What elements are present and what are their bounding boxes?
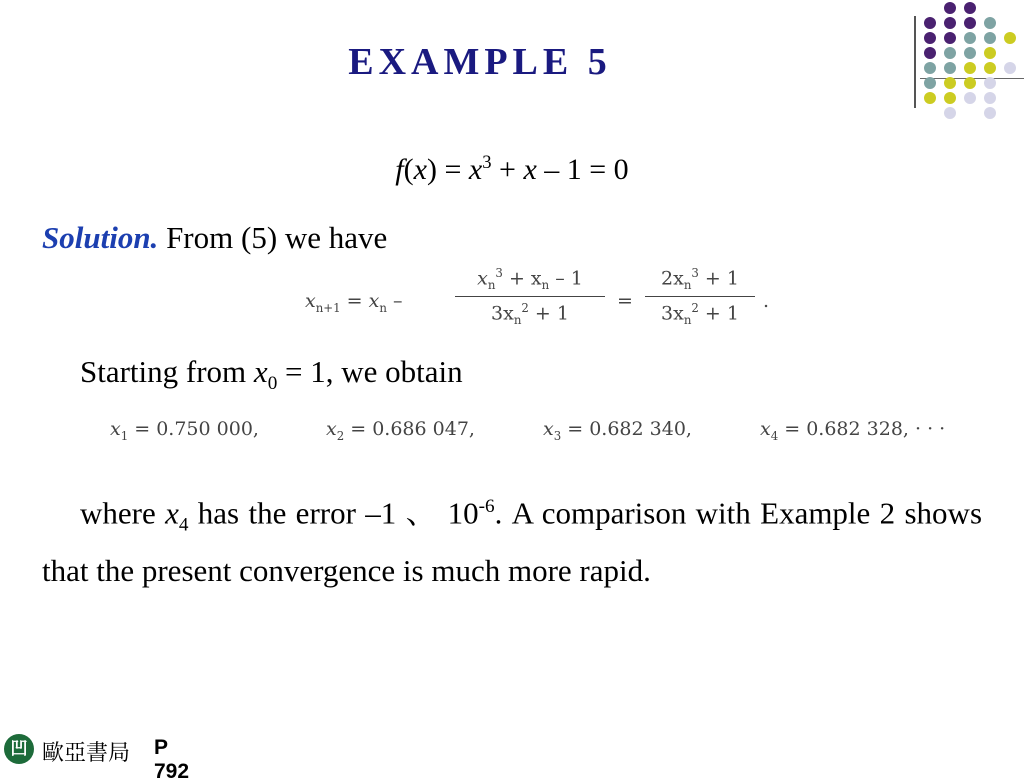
para-sub: 4 bbox=[178, 514, 189, 536]
para-var: x bbox=[165, 495, 179, 531]
publisher-name: 歐亞書局 bbox=[42, 741, 131, 766]
decor-dot bbox=[964, 47, 976, 59]
decor-dot bbox=[964, 62, 976, 74]
eq-exp: 3 bbox=[482, 152, 492, 173]
decor-dot bbox=[1004, 32, 1016, 44]
para-dot: 、 bbox=[405, 495, 439, 531]
eq-lhs-tail: ) = bbox=[426, 153, 469, 186]
page-number: P 792 bbox=[154, 736, 190, 783]
fraction-1-denominator bbox=[455, 301, 605, 327]
iterate-x2 bbox=[326, 418, 475, 443]
starting-sub: 0 bbox=[267, 373, 278, 395]
f2n-pow: 3 bbox=[691, 266, 699, 280]
fraction-2-denominator bbox=[645, 301, 755, 327]
iter-minus: – bbox=[386, 290, 403, 312]
solution-label: Solution. bbox=[42, 220, 159, 255]
fraction-2-bar bbox=[645, 296, 755, 297]
eq-rest: – 1 = 0 bbox=[536, 153, 629, 186]
decor-dot bbox=[964, 92, 976, 104]
decor-dot bbox=[984, 62, 996, 74]
x3-var: x bbox=[543, 418, 554, 440]
decor-dot bbox=[964, 77, 976, 89]
x1-value: = 0.750 000, bbox=[128, 418, 259, 440]
eq-plus: + bbox=[491, 153, 524, 186]
f2d-pow: 2 bbox=[691, 301, 699, 316]
f1n-rest: + x bbox=[502, 267, 542, 290]
iter-lhs-var: x bbox=[305, 290, 316, 312]
decor-dot bbox=[984, 32, 996, 44]
decor-dot bbox=[984, 92, 996, 104]
x2-value: = 0.686 047, bbox=[344, 418, 475, 440]
decor-dot bbox=[944, 92, 956, 104]
para-p4: . A comparison with Example 2 shows that the present convergence is much more rapid. bbox=[42, 495, 983, 588]
decor-dot bbox=[924, 92, 936, 104]
f1n-end: – 1 bbox=[549, 267, 583, 290]
f2d-end: + 1 bbox=[698, 302, 739, 325]
decor-dot bbox=[924, 17, 936, 29]
para-p3: 10 bbox=[438, 495, 479, 531]
f1d-sub: n bbox=[513, 313, 522, 328]
solution-line bbox=[42, 220, 387, 256]
eq-x3: x bbox=[468, 153, 483, 186]
eq-f: f bbox=[395, 153, 404, 186]
starting-line bbox=[80, 354, 463, 395]
para-p1: where bbox=[80, 495, 166, 531]
x3-sub: 3 bbox=[553, 428, 562, 443]
x4-sub: 4 bbox=[770, 428, 779, 443]
iteration-eq2: = bbox=[617, 290, 633, 312]
conclusion-paragraph bbox=[42, 484, 982, 593]
f1d-pow: 2 bbox=[521, 301, 529, 316]
iterate-x1 bbox=[110, 418, 259, 443]
iter-eq: = bbox=[340, 290, 369, 312]
iter-lhs-sub: n+1 bbox=[315, 300, 341, 315]
iteration-period: . bbox=[763, 290, 770, 312]
eq-x-b: x bbox=[523, 153, 537, 186]
f1n-x: x bbox=[477, 267, 488, 290]
decor-dot bbox=[944, 107, 956, 119]
para-p2: has the error –1 bbox=[188, 495, 406, 531]
x1-var: x bbox=[110, 418, 121, 440]
decor-dot bbox=[944, 2, 956, 14]
decor-dot bbox=[984, 17, 996, 29]
f1n-sub: n bbox=[487, 278, 496, 293]
fraction-2-numerator bbox=[645, 266, 755, 292]
starting-text-before: Starting from bbox=[80, 354, 254, 389]
fraction-2 bbox=[645, 266, 755, 327]
publisher-logo-icon: 凹 bbox=[4, 734, 34, 764]
x3-value: = 0.682 340, bbox=[561, 418, 692, 440]
eq-x: x bbox=[413, 153, 427, 186]
decor-dot bbox=[944, 17, 956, 29]
x2-var: x bbox=[326, 418, 337, 440]
iteration-formula bbox=[305, 266, 775, 338]
f1d-x: 3x bbox=[491, 302, 514, 325]
f2d-sub: n bbox=[683, 313, 692, 328]
decor-dot bbox=[984, 47, 996, 59]
iterate-x3 bbox=[543, 418, 692, 443]
f2n-sub: n bbox=[683, 278, 692, 293]
fraction-1-bar bbox=[455, 296, 605, 297]
fraction-1-numerator bbox=[455, 266, 605, 292]
slide-title: EXAMPLE 5 bbox=[348, 41, 612, 83]
solution-text: From (5) we have bbox=[158, 220, 388, 255]
decor-dot bbox=[984, 107, 996, 119]
iterate-sequence bbox=[110, 418, 990, 454]
decor-dot bbox=[964, 32, 976, 44]
decor-dot bbox=[964, 2, 976, 14]
iter-xn: x bbox=[368, 290, 380, 312]
fraction-1 bbox=[455, 266, 605, 327]
x4-value: = 0.682 328, · · · bbox=[778, 418, 946, 440]
x1-sub: 1 bbox=[120, 428, 129, 443]
iteration-lhs bbox=[305, 290, 402, 315]
para-exp: -6 bbox=[478, 496, 495, 517]
equation-fx: $f(x) = x^3 + x - 1 = 0$ bbox=[395, 152, 629, 186]
f2n-end: + 1 bbox=[698, 267, 739, 290]
iterate-x4 bbox=[760, 418, 945, 443]
x4-var: x bbox=[760, 418, 771, 440]
f1n-sub2: n bbox=[541, 278, 550, 293]
x2-sub: 2 bbox=[336, 428, 345, 443]
f1d-end: + 1 bbox=[528, 302, 569, 325]
f2d-x: 3x bbox=[661, 302, 684, 325]
starting-text-after: = 1, we obtain bbox=[277, 354, 463, 389]
decor-dot bbox=[964, 17, 976, 29]
f2n-x: 2x bbox=[661, 267, 684, 290]
decor-dot bbox=[984, 77, 996, 89]
decor-dot bbox=[1004, 62, 1016, 74]
starting-var: x bbox=[253, 354, 268, 389]
iter-xn-sub: n bbox=[379, 300, 387, 315]
f1n-pow: 3 bbox=[495, 266, 503, 280]
